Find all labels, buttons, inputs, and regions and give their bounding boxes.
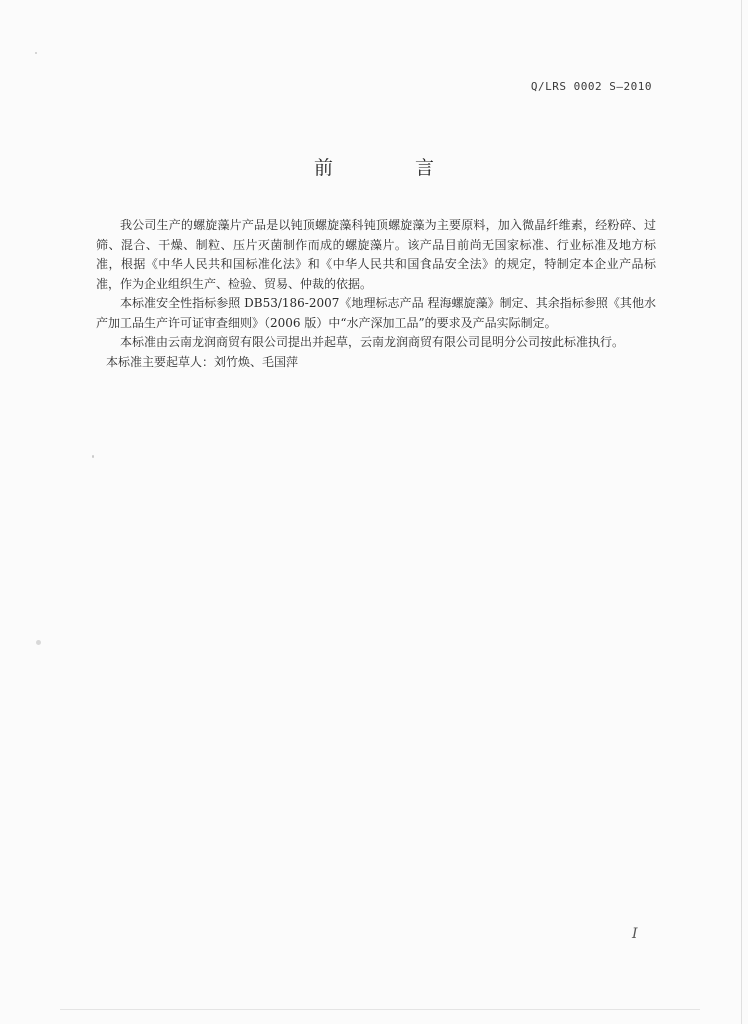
paragraph-purpose: 我公司生产的螺旋藻片产品是以钝顶螺旋藻科钝顶螺旋藻为主要原料，加入微晶纤维素，经粉碎、过筛、混合、干燥、制粒、压片灭菌制作而成的螺旋藻片。该产品目前尚无国家标准、行业标准及地方标准，根据《中华人民共和国标准化法》和《中华人民共和国食品安全法》的规定，特制定本企业产品标准，作为企业组织生产、检验、贸易、仲裁的依据。: [96, 218, 656, 291]
foreword-body: [96, 216, 656, 372]
paragraph-drafters: 本标准主要起草人：刘竹焕、毛国萍: [106, 354, 299, 369]
page-number: I: [632, 926, 638, 942]
paragraph-references: 本标准安全性指标参照 DB53/186-2007《地理标志产品 程海螺旋藻》制定、其余指标参照《其他水产加工品生产许可证审查细则》（2006 版）中“水产深加工品”的要求及产品实际制定。: [96, 296, 656, 330]
scan-edge-bottom: [60, 1009, 700, 1010]
standard-code: Q/LRS 0002 S—2010: [530, 80, 652, 93]
scan-speck: [92, 455, 94, 458]
scan-speck: [35, 52, 37, 54]
page-title: 前 言: [313, 157, 473, 179]
paragraph-proposer: 本标准由云南龙润商贸有限公司提出并起草，云南龙润商贸有限公司昆明分公司按此标准执行。: [120, 335, 625, 349]
scan-speck: [36, 640, 41, 645]
